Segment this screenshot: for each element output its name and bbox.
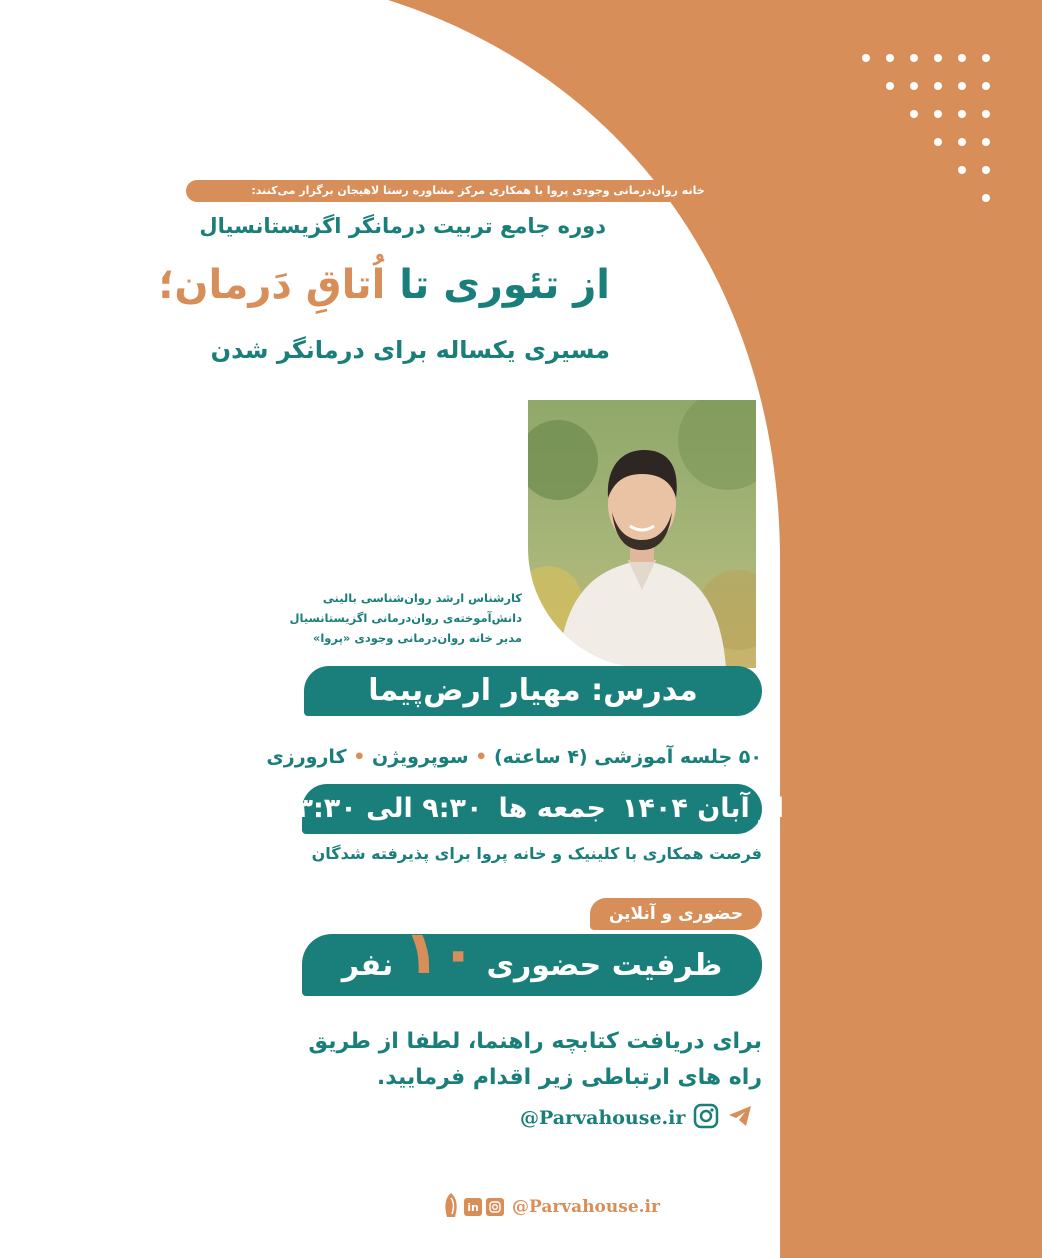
attendance-mode-badge: حضوری و آنلاین [590,898,762,930]
footer [442,1192,660,1222]
class-time: ۹:۳۰ الی ۱۳:۳۰ [279,793,483,824]
telegram-icon[interactable] [727,1103,753,1133]
linkedin-icon[interactable]: in [464,1198,482,1216]
main-title [158,262,610,308]
social-handle[interactable]: @Parvahouse.ir [520,1107,686,1129]
credential-line: کارشناس ارشد روان‌شناسی بالینی [322,591,522,605]
schedule-banner [279,784,785,834]
instructor-credentials [290,588,522,648]
instructor-name-banner: مدرس: مهیار ارض‌پیما [304,666,762,716]
sessions-text: ۵۰ جلسه آموزشی (۴ ساعته) [493,746,762,768]
credential-line: دانش‌آموخته‌ی روان‌درمانی اگزیستانسیال [289,611,522,625]
organizer-banner: خانه روان‌درمانی وجودی پروا با همکاری مرکز مشاوره رستا لاهیجان برگزار می‌کنند: [186,180,770,202]
decorative-dot-grid [850,54,990,214]
footer-handle[interactable]: @Parvahouse.ir [512,1197,660,1217]
social-contact [520,1102,753,1134]
class-day: جمعه ها [498,793,606,824]
main-title-part2: اُتاقِ دَرمان؛ [158,262,386,308]
tagline: مسیری یکساله برای درمانگر شدن [210,336,610,364]
bullet-dot: • [475,746,488,768]
workshop-text: کارورزی [266,746,347,768]
main-title-part1: از تئوری تا [385,262,610,308]
capacity-unit: نفر [341,947,394,983]
guide-text [300,1024,762,1096]
capacity-banner [302,918,762,996]
instagram-icon[interactable] [693,1103,719,1133]
guide-line: راه های ارتباطی زیر اقدام فرمایید. [376,1065,762,1090]
bullet-dot: • [353,746,366,768]
course-features [266,746,762,768]
credential-line: مدیر خانه روان‌درمانی وجودی «پروا» [312,631,522,645]
cooperation-note: فرصت همکاری با کلینیک و خانه پروا برای پذیرفته شدگان [311,844,762,863]
instagram-icon[interactable] [486,1198,504,1216]
capacity-label: ظرفیت حضوری [486,947,723,983]
instructor-photo [528,400,756,668]
capacity-number: ۱۰ [403,918,477,988]
parva-logo-icon [442,1192,460,1222]
guide-line: برای دریافت کتابچه راهنما، لطفا از طریق [308,1029,762,1054]
start-date: از آبان ۱۴۰۴ [621,793,785,824]
supervision-text: سوپرویژن [372,746,469,768]
course-name: دوره جامع تربیت درمانگر اگزیستانسیال [199,214,606,238]
